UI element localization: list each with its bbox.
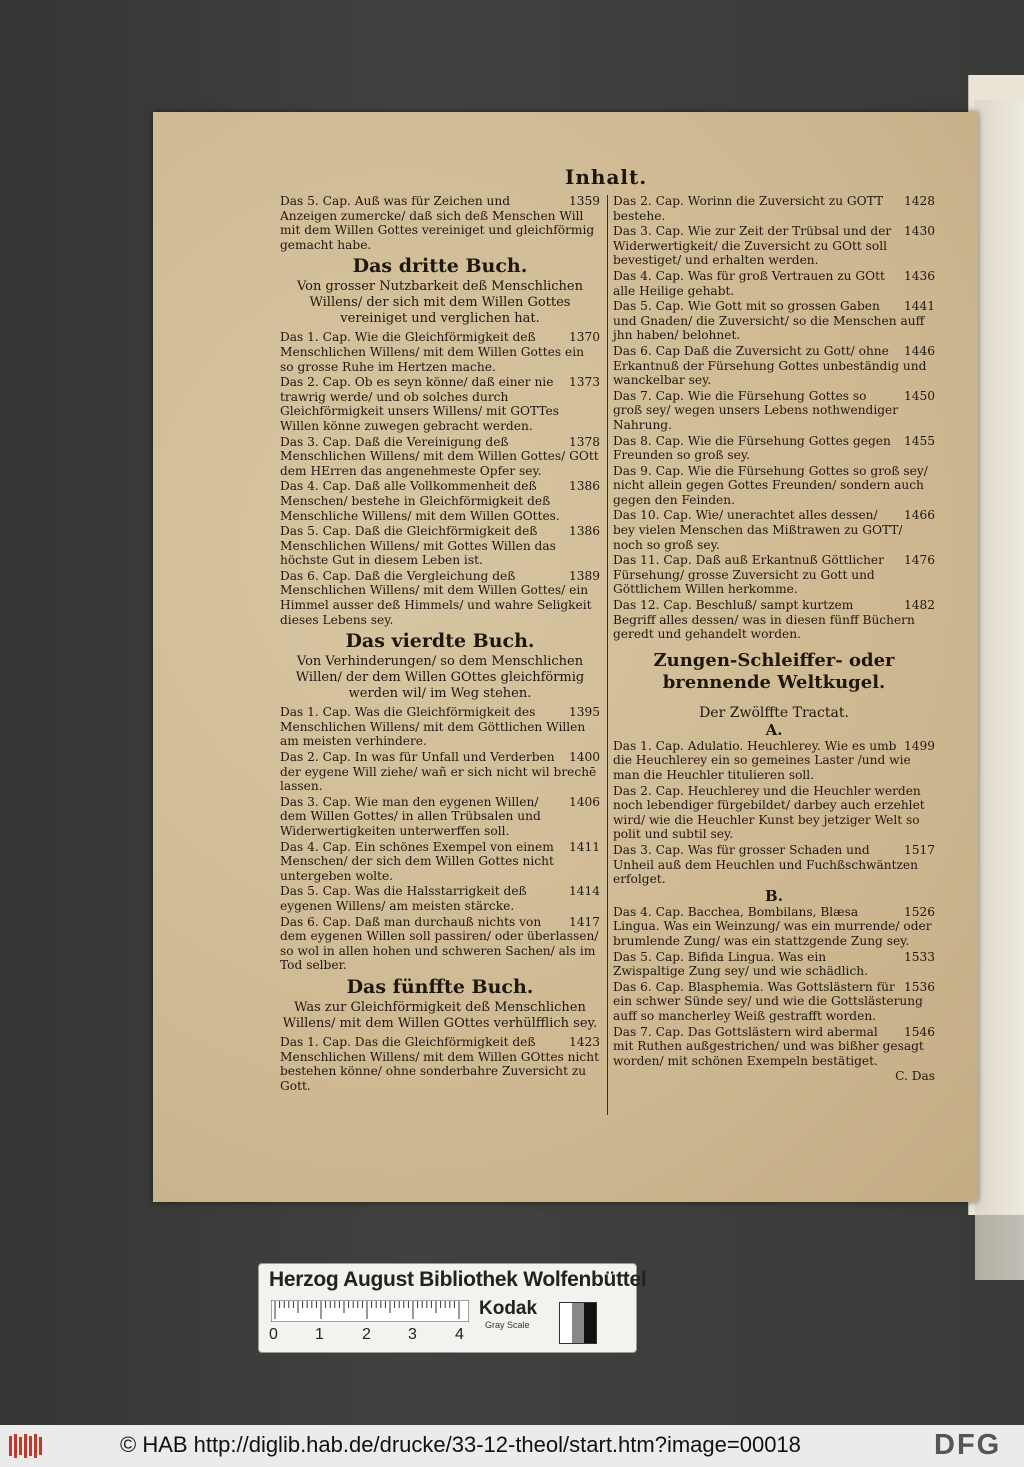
page-title: Inhalt. bbox=[565, 165, 648, 189]
toc-entry-text: Das 9. Cap. Wie die Fürsehung Gottes so groß sey/ nicht allein gegen Gottes Freunden/ sondern auch gegen den Feinden. bbox=[613, 463, 928, 507]
toc-entry bbox=[613, 464, 935, 508]
toc-page-number: 1389 bbox=[568, 568, 600, 583]
toc-entry-text: Das 2. Cap. Heuchlerey und die Heuchler werden noch lebendiger fürgebildet/ darbey auch erzehlet wird/ wie die Heuchler Kunst bey jetziger Welt so polit und subtil sey. bbox=[613, 783, 925, 842]
letter-heading: A. bbox=[765, 720, 783, 739]
toc-entry bbox=[280, 330, 600, 374]
toc-page-number: 1359 bbox=[568, 194, 600, 208]
toc-page-number: 1414 bbox=[568, 884, 600, 899]
toc-entry bbox=[613, 434, 935, 463]
toc-entry bbox=[280, 884, 600, 913]
toc-entry bbox=[613, 344, 935, 388]
toc-entry bbox=[280, 1035, 600, 1093]
toc-entry bbox=[280, 840, 600, 884]
toc-entry bbox=[613, 389, 935, 433]
toc-entry-text: Das 6. Cap. Blasphemia. Was Gottslästern für ein schwer Sünde sey/ und wie die Gottslästerung auff so mancherley Weiß gestrafft worden. bbox=[613, 979, 923, 1023]
toc-entry-text: Das 6. Cap. Daß man durchauß nichts von dem eygenen Willen soll passiren/ oder überlassen/ so wol in allen hohen und schweren Sachen/ als im Tod selber. bbox=[280, 914, 599, 973]
toc-entry-text: Das 3. Cap. Wie zur Zeit der Trübsal und der Widerwertigkeit/ die Zuversicht zu GOtt soll bevestiget/ und erhalten werden. bbox=[613, 224, 892, 268]
toc-page-number: 1430 bbox=[903, 224, 935, 239]
catchword: C. Das bbox=[895, 1069, 935, 1084]
toc-page-number: 1466 bbox=[903, 508, 935, 523]
toc-page-number: 1417 bbox=[568, 914, 600, 929]
toc-page-number: 1370 bbox=[568, 330, 600, 345]
toc-entry bbox=[280, 915, 600, 973]
tract-heading: Der Zwölffte Tractat. bbox=[699, 704, 849, 721]
footer-bar bbox=[0, 1425, 1024, 1467]
toc-entry-text: Das 1. Cap. Adulatio. Heuchlerey. Wie es umb die Heuchlerey ein so gemeines Laster /und wie man die Heuchler titulieren soll. bbox=[613, 738, 911, 782]
toc-entry bbox=[280, 194, 600, 252]
toc-page-number: 1533 bbox=[903, 949, 935, 964]
toc-page-number: 1517 bbox=[903, 842, 935, 857]
toc-entry bbox=[280, 375, 600, 433]
book-subtitle: Von Verhinderungen/ so dem Menschlichen Willen/ der dem Willen GOttes gleichförmig werden wil/ im Weg stehen. bbox=[295, 654, 585, 702]
toc-page-number: 1499 bbox=[903, 738, 935, 753]
column-divider bbox=[607, 195, 608, 1115]
toc-entry-text: Das 5. Cap. Bifida Lingua. Was ein Zwispaltige Zung sey/ und wie schädlich. bbox=[613, 949, 869, 979]
ruler-number: 4 bbox=[455, 1326, 464, 1343]
toc-entry bbox=[280, 435, 600, 479]
toc-entry-text: Das 2. Cap. In was für Unfall und Verderben der eygene Will ziehe/ wañ er sich nicht wil brechē lassen. bbox=[280, 750, 597, 794]
book-heading: Das vierdte Buch. bbox=[345, 630, 535, 653]
adjacent-page-edge bbox=[975, 100, 1024, 1280]
toc-entry-text: Das 1. Cap. Was die Gleichförmigkeit des Menschlichen Willens/ mit dem Göttlichen Willen am meisten verhindere. bbox=[280, 705, 586, 749]
toc-page-number: 1406 bbox=[568, 794, 600, 809]
toc-entry bbox=[613, 553, 935, 597]
toc-entry-text: Das 11. Cap. Daß auß Erkantnuß Göttlicher Fürsehung/ grosse Zuversicht zu Gott und Göttlichem Willen herkomme. bbox=[613, 553, 884, 597]
toc-entry bbox=[613, 843, 935, 887]
toc-page-number: 1536 bbox=[903, 979, 935, 994]
toc-entry-text: Das 12. Cap. Beschluß/ sampt kurtzem Begriff alles dessen/ was in diesen fünff Büchern geredt und gehandelt worden. bbox=[613, 598, 915, 642]
gray-scale-label: Gray Scale bbox=[485, 1320, 530, 1330]
book-heading: Das fünffte Buch. bbox=[346, 975, 534, 998]
toc-page-number: 1411 bbox=[568, 839, 600, 854]
toc-entry bbox=[280, 750, 600, 794]
toc-page-number: 1441 bbox=[903, 299, 935, 314]
toc-entry bbox=[613, 194, 935, 223]
toc-right-column bbox=[613, 194, 935, 1084]
toc-entry bbox=[613, 598, 935, 642]
toc-entry-text: Das 5. Cap. Wie Gott mit so grossen Gaben und Gnaden/ die Zuversicht/ so die Menschen auff jhn haben/ belohnet. bbox=[613, 299, 925, 343]
toc-page-number: 1546 bbox=[903, 1024, 935, 1039]
toc-entry-text: Das 6. Cap. Daß die Vergleichung deß Menschlichen Willens/ mit dem Willen Gottes/ ein Himmel ausser deß Himmels/ und wahre Seligkeit dieses Lebens sey. bbox=[280, 568, 592, 627]
gray-scale-patch bbox=[559, 1302, 597, 1344]
toc-entry bbox=[280, 524, 600, 568]
toc-page-number: 1423 bbox=[568, 1034, 600, 1049]
toc-entry-text: Das 3. Cap. Was für grosser Schaden und Unheil auß dem Heuchlen und Fuchßschwäntzen erfolget. bbox=[613, 842, 918, 887]
toc-entry-text: Das 2. Cap. Ob es seyn könne/ daß einer nie trawrig werde/ und ob solches durch Gleichförmigkeit unsers Willens/ mit GOTTes Willen könne zuwegen gebracht werden. bbox=[280, 375, 559, 433]
ruler-number: 1 bbox=[315, 1326, 324, 1343]
toc-entry-text: Das 5. Cap. Daß die Gleichförmigkeit deß Menschlichen Willens/ mit Gottes Willen das höchste Gut in diesem Leben ist. bbox=[280, 524, 556, 568]
toc-entry bbox=[613, 739, 935, 783]
toc-entry bbox=[280, 479, 600, 523]
library-name: Herzog August Bibliothek Wolfenbüttel bbox=[269, 1268, 647, 1291]
toc-left-column bbox=[280, 194, 600, 1094]
toc-entry-text: Das 1. Cap. Wie die Gleichförmigkeit deß Menschlichen Willens/ mit dem Willen Gottes ein so grosse Ruhe im Hertzen mache. bbox=[280, 330, 584, 374]
toc-entry-text: Das 3. Cap. Wie man den eygenen Willen/ dem Willen Gottes/ in allen Trübsalen und Widerwertigkeiten unterwerffen soll. bbox=[280, 794, 541, 838]
toc-page-number: 1455 bbox=[903, 433, 935, 448]
book-heading: Das dritte Buch. bbox=[352, 255, 528, 278]
toc-page-number: 1446 bbox=[903, 343, 935, 358]
toc-entry-text: Das 4. Cap. Daß alle Vollkommenheit deß Menschen/ bestehe in Gleichförmigkeit deß Menschliche Willens/ mit dem Willen GOttes. bbox=[280, 479, 560, 523]
toc-page-number: 1450 bbox=[903, 388, 935, 403]
toc-entry-text: Das 1. Cap. Das die Gleichförmigkeit deß Menschlichen Willens/ mit dem Willen GOttes nicht bestehen könne/ ohne sonderbahre Zuversicht zu Gott. bbox=[280, 1034, 599, 1093]
toc-page-number: 1476 bbox=[903, 553, 935, 568]
toc-entry bbox=[613, 299, 935, 343]
toc-entry bbox=[280, 705, 600, 749]
toc-page-number: 1436 bbox=[903, 268, 935, 283]
ruler-number: 2 bbox=[362, 1326, 371, 1343]
toc-page-number: 1378 bbox=[568, 434, 600, 449]
toc-entry-text: Das 4. Cap. Bacchea, Bombilans, Blæsa Lingua. Was ein Weinzung/ was ein murrende/ oder brumlende Zung/ was ein stattzgende Zung sey. bbox=[613, 904, 932, 948]
toc-entry-text: Das 6. Cap Daß die Zuversicht zu Gott/ ohne Erkantnuß der Fürsehung Gottes unbeständig und wanckelbar sey. bbox=[613, 343, 927, 388]
section-heading: Zungen-Schleiffer- oder brennende Weltkugel. bbox=[653, 649, 895, 693]
toc-page-number: 1395 bbox=[568, 705, 600, 720]
toc-entry bbox=[280, 795, 600, 839]
toc-entry bbox=[613, 905, 935, 949]
toc-entry-text: Das 2. Cap. Worinn die Zuversicht zu GOTT bestehe. bbox=[613, 194, 884, 223]
toc-entry-text: Das 7. Cap. Das Gottslästern wird abermal mit Ruthen außgestrichen/ und was bißher gesagt worden/ mit schönen Exempeln bestätiget. bbox=[613, 1024, 924, 1068]
toc-page-number: 1386 bbox=[568, 479, 600, 494]
book-subtitle: Von grosser Nutzbarkeit deß Menschlichen Willens/ der sich mit dem Willen Gottes vereiniget und verglichen hat. bbox=[296, 279, 584, 327]
toc-entry-text: Das 4. Cap. Ein schönes Exempel von einem Menschen/ der sich dem Willen Gottes nicht untergeben wolte. bbox=[280, 839, 554, 883]
toc-entry bbox=[613, 1025, 935, 1069]
toc-entry bbox=[613, 508, 935, 552]
toc-entry bbox=[280, 569, 600, 627]
toc-page-number: 1526 bbox=[903, 904, 935, 919]
toc-page-number: 1373 bbox=[568, 375, 600, 390]
toc-entry-text: Das 10. Cap. Wie/ unerachtet alles dessen/ bey vielen Menschen das Mißtrawen zu GOTT/ noch so groß sey. bbox=[613, 508, 903, 552]
toc-page-number: 1400 bbox=[568, 750, 600, 765]
ruler-number: 0 bbox=[269, 1326, 278, 1343]
ruler bbox=[271, 1300, 469, 1322]
hab-logo-icon bbox=[8, 1433, 46, 1459]
toc-page-number: 1428 bbox=[903, 194, 935, 208]
color-target-card bbox=[258, 1263, 647, 1353]
toc-entry bbox=[613, 950, 935, 979]
toc-page-number: 1482 bbox=[903, 598, 935, 613]
toc-entry bbox=[613, 224, 935, 268]
toc-entry bbox=[613, 269, 935, 298]
kodak-logo: Kodak bbox=[479, 1298, 538, 1319]
toc-entry-text: Das 7. Cap. Wie die Fürsehung Gottes so groß sey/ wegen unsers Lebens nothwendiger Nahrung. bbox=[613, 388, 899, 432]
book-subtitle: Was zur Gleichförmigkeit deß Menschlichen Willens/ mit dem Willen GOttes verhülfflich sey. bbox=[282, 999, 598, 1031]
toc-entry-text: Das 5. Cap. Was die Halsstarrigkeit deß eygenen Willens/ am meisten stärcke. bbox=[280, 884, 527, 913]
toc-entry bbox=[613, 784, 935, 842]
toc-entry-text: Das 4. Cap. Was für groß Vertrauen zu GOtt alle Heilige gehabt. bbox=[613, 268, 885, 298]
toc-entry-text: Das 5. Cap. Auß was für Zeichen und Anzeigen zumercke/ daß sich deß Menschen Will mit dem Willen Gottes vereiniget und gleichförmig gemacht habe. bbox=[280, 194, 595, 252]
toc-entry-text: Das 8. Cap. Wie die Fürsehung Gottes gegen Freunden so groß sey. bbox=[613, 433, 891, 463]
toc-entry-text: Das 3. Cap. Daß die Vereinigung deß Menschlichen Willens/ mit dem Willen Gottes/ GOtt dem HErren das angenehmeste Opfer sey. bbox=[280, 434, 599, 478]
toc-page-number: 1386 bbox=[568, 524, 600, 539]
ruler-number: 3 bbox=[408, 1326, 417, 1343]
copyright-credit: © HAB http://diglib.hab.de/drucke/33-12-theol/start.htm?image=00018 bbox=[120, 1432, 801, 1457]
toc-entry bbox=[613, 980, 935, 1024]
letter-heading: B. bbox=[765, 886, 783, 905]
dfg-logo: DFG bbox=[934, 1429, 1002, 1461]
